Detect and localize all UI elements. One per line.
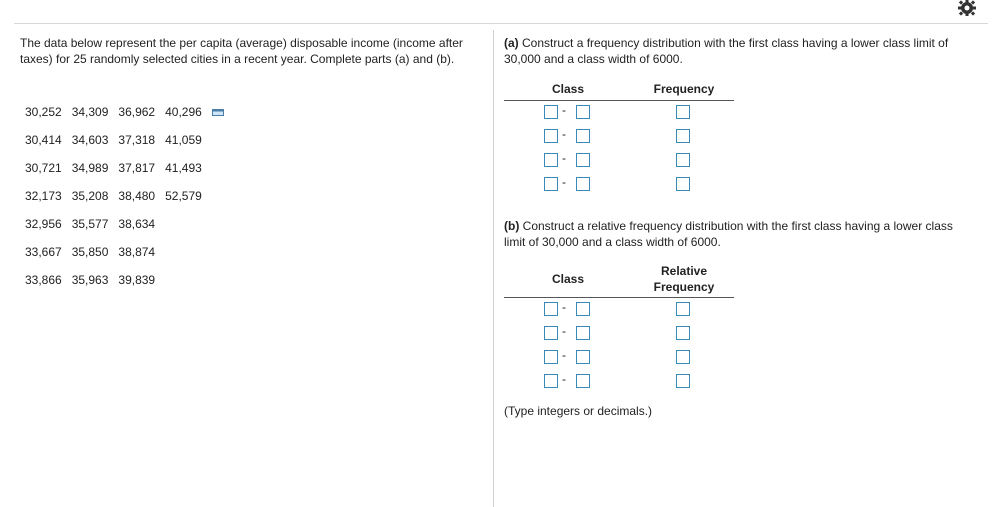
- part-b-label: (b): [504, 219, 520, 233]
- data-row: [20, 266, 229, 294]
- frequency-input[interactable]: [676, 105, 690, 119]
- relative-frequency-input[interactable]: [676, 350, 690, 364]
- data-value: [160, 210, 207, 238]
- data-row: [20, 154, 229, 182]
- column-divider: [493, 30, 494, 507]
- frequency-input[interactable]: [676, 177, 690, 191]
- relative-frequency-row: [504, 346, 734, 370]
- frequency-row: [504, 125, 734, 149]
- data-value: [160, 266, 207, 294]
- data-value: 34,989: [71, 161, 109, 175]
- frequency-input[interactable]: [676, 129, 690, 143]
- class-upper-limit-input[interactable]: [576, 177, 590, 191]
- relative-frequency-row: [504, 298, 734, 322]
- data-value: 34,309: [71, 105, 109, 119]
- data-value: 35,577: [71, 217, 109, 231]
- data-value: 35,208: [71, 189, 109, 203]
- data-value: 37,318: [118, 133, 156, 147]
- data-row: [20, 182, 229, 210]
- class-upper-limit-input[interactable]: [576, 374, 590, 388]
- view-data-icon[interactable]: [212, 109, 224, 117]
- relative-frequency-row: [504, 322, 734, 346]
- class-lower-limit-input[interactable]: [544, 350, 558, 364]
- frequency-row: [504, 149, 734, 173]
- range-dash: -: [562, 300, 566, 314]
- class-upper-limit-input[interactable]: [576, 153, 590, 167]
- class-lower-limit-input[interactable]: [544, 129, 558, 143]
- data-value: 30,721: [25, 161, 62, 175]
- frequency-column-header: Frequency: [653, 82, 715, 96]
- part-b-prompt: [504, 218, 974, 250]
- data-value: 33,667: [25, 245, 62, 259]
- data-value: 38,480: [118, 189, 156, 203]
- class-lower-limit-input[interactable]: [544, 326, 558, 340]
- data-value: 41,493: [165, 161, 202, 175]
- class-lower-limit-input[interactable]: [544, 153, 558, 167]
- data-value: 30,252: [25, 105, 62, 119]
- part-a-label: (a): [504, 36, 519, 50]
- answer-format-note: (Type integers or decimals.): [504, 404, 653, 418]
- data-value: 38,874: [118, 245, 156, 259]
- class-column-header: Class: [551, 272, 585, 286]
- class-lower-limit-input[interactable]: [544, 374, 558, 388]
- range-dash: -: [562, 324, 566, 338]
- frequency-input[interactable]: [676, 153, 690, 167]
- relative-column-header: Relative: [660, 264, 708, 278]
- class-column-header: Class: [551, 82, 585, 96]
- class-upper-limit-input[interactable]: [576, 129, 590, 143]
- range-dash: -: [562, 175, 566, 189]
- data-value: [160, 238, 207, 266]
- view-data-cell: [207, 98, 229, 126]
- range-dash: -: [562, 348, 566, 362]
- data-row: [20, 210, 229, 238]
- data-value: 52,579: [165, 189, 202, 203]
- class-lower-limit-input[interactable]: [544, 177, 558, 191]
- data-value: 32,956: [25, 217, 62, 231]
- data-value: 38,634: [118, 217, 156, 231]
- data-value: 32,173: [25, 189, 62, 203]
- class-lower-limit-input[interactable]: [544, 105, 558, 119]
- part-b-text: Construct a relative frequency distribution with the first class having a lower class limit of 30,000 and a class width of 6000.: [504, 219, 953, 249]
- part-a-prompt: [504, 35, 974, 67]
- data-value: 41,059: [165, 133, 202, 147]
- data-value: 30,414: [25, 133, 62, 147]
- relative-frequency-input[interactable]: [676, 302, 690, 316]
- class-lower-limit-input[interactable]: [544, 302, 558, 316]
- range-dash: -: [562, 151, 566, 165]
- data-value: 37,817: [118, 161, 156, 175]
- part-a-text: Construct a frequency distribution with the first class having a lower class limit of 30,000 and a class width of 6000.: [504, 36, 949, 66]
- data-value: 34,603: [71, 133, 109, 147]
- data-row: [20, 238, 229, 266]
- frequency-table: [504, 82, 734, 197]
- data-value: 39,839: [118, 273, 156, 287]
- class-upper-limit-input[interactable]: [576, 326, 590, 340]
- range-dash: -: [562, 372, 566, 386]
- top-divider: [14, 23, 988, 24]
- gear-icon[interactable]: [955, 0, 979, 16]
- data-value: 40,296: [165, 105, 202, 119]
- relative-frequency-table-header: [504, 264, 734, 298]
- class-upper-limit-input[interactable]: [576, 105, 590, 119]
- data-value: 33,866: [25, 273, 62, 287]
- relative-frequency-input[interactable]: [676, 374, 690, 388]
- data-row: [20, 98, 229, 126]
- income-data-table: [20, 98, 229, 294]
- problem-intro: The data below represent the per capita (average) disposable income (income after taxes) for 25 randomly selected cities in a recent year. Complete parts (a) and (b).: [20, 36, 463, 66]
- range-dash: -: [562, 127, 566, 141]
- data-value: 35,850: [71, 245, 109, 259]
- class-upper-limit-input[interactable]: [576, 302, 590, 316]
- relative-frequency-input[interactable]: [676, 326, 690, 340]
- class-upper-limit-input[interactable]: [576, 350, 590, 364]
- frequency-column-header: Frequency: [653, 280, 715, 294]
- relative-frequency-table: [504, 264, 734, 394]
- frequency-row: [504, 173, 734, 197]
- data-row: [20, 126, 229, 154]
- frequency-table-header: [504, 82, 734, 101]
- relative-frequency-row: [504, 370, 734, 394]
- range-dash: -: [562, 103, 566, 117]
- data-value: 36,962: [118, 105, 156, 119]
- frequency-row: [504, 101, 734, 125]
- data-value: 35,963: [71, 273, 109, 287]
